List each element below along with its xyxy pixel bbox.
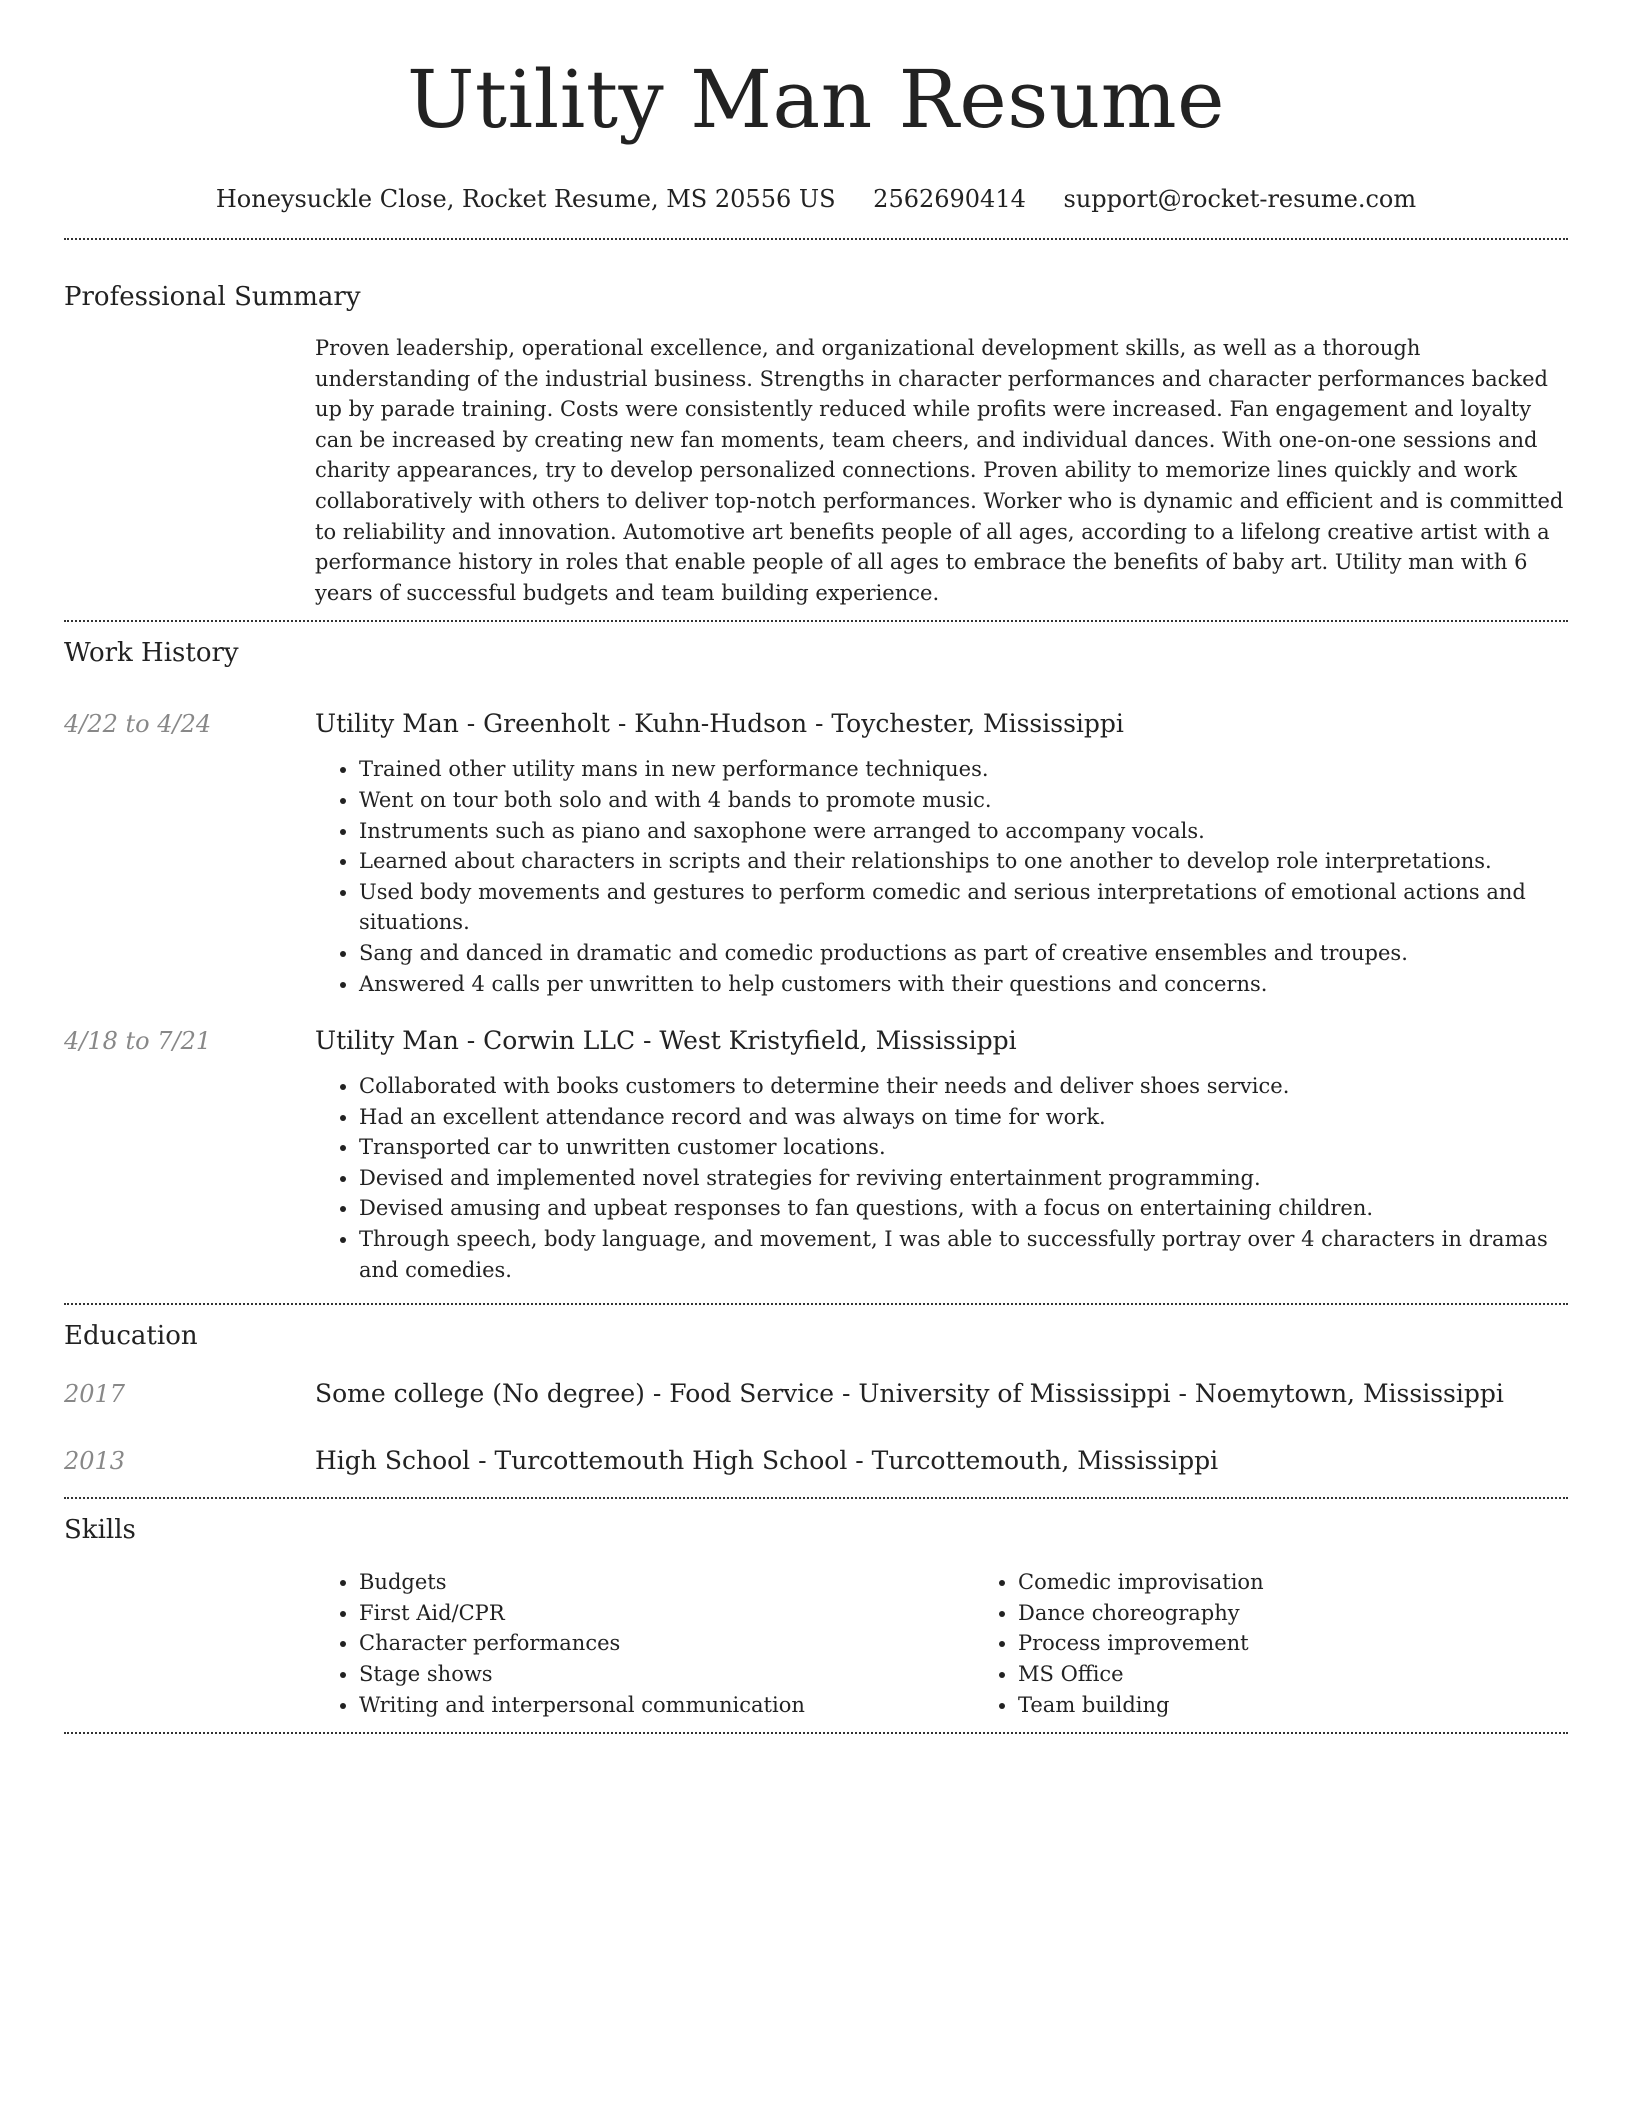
skills-column-left [315, 1567, 974, 1720]
skill-item: • Team building [1018, 1690, 1632, 1721]
contact-address: Honeysuckle Close, Rocket Resume, MS 20556 US [215, 185, 836, 213]
divider [64, 1732, 1568, 1734]
divider [64, 238, 1568, 240]
job-bullet: • Devised amusing and upbeat responses to fan questions, with a focus on entertaining children. [359, 1193, 1568, 1224]
job-bullet: • Sang and danced in dramatic and comedic productions as part of creative ensembles and troupes. [359, 938, 1568, 969]
section-title-work-history: Work History [64, 638, 239, 669]
job-bullet: • Answered 4 calls per unwritten to help customers with their questions and concerns. [359, 969, 1568, 1000]
education-details [315, 1445, 1568, 1477]
job-bullet: • Devised and implemented novel strategies for reviving entertainment programming. [359, 1163, 1568, 1194]
education-year: 2017 [64, 1380, 126, 1409]
education-school: - Turcottemouth High School - Turcottemouth, Mississippi [470, 1446, 1219, 1476]
education-year: 2013 [64, 1447, 126, 1476]
job-dates: 4/18 to 7/21 [64, 1027, 212, 1056]
contact-line [64, 184, 1568, 214]
summary-text: Proven leadership, operational excellence, and organizational development skills, as well as a thorough understanding of the industrial business. Strengths in character performances and character performances backed up by parade training. Costs were consistently reduced while profits were increased. Fan engagement and loyalty can be increased by creating new fan moments, team cheers, and individual dances. With one-on-one sessions and charity appearances, try to develop personalized connections. Proven ability to memorize lines quickly and work collaboratively with others to deliver top-notch performances. Worker who is dynamic and efficient and is committed to reliability and innovation. Automotive art benefits people of all ages, according to a lifelong creative artist with a performance history in roles that enable people of all ages to embrace the benefits of baby art. Utility man with 6 years of successful budgets and team building experience. [315, 336, 1564, 605]
job-bullet: • Used body movements and gestures to perform comedic and serious interpretations of emotional actions and situations. [359, 877, 1568, 938]
section-title-summary: Professional Summary [64, 282, 361, 312]
job-bullets [315, 754, 1568, 999]
education-entry [64, 1378, 1568, 1410]
education-school: - University of Mississippi - Noemytown, Mississippi [834, 1379, 1504, 1409]
skill-item: • First Aid/CPR [359, 1598, 974, 1629]
skill-item: • Budgets [359, 1567, 974, 1598]
job-bullet: • Transported car to unwritten customer locations. [359, 1132, 1568, 1163]
job-bullet: • Through speech, body language, and movement, I was able to successfully portray over 4 characters in dramas and comedies. [359, 1224, 1568, 1285]
divider [64, 1303, 1568, 1305]
section-title-skills: Skills [64, 1515, 136, 1546]
job-title: Utility Man - Greenholt - Kuhn-Hudson - Toychester, Mississippi [315, 709, 1124, 739]
education-degree: High School [315, 1446, 471, 1476]
job-bullets [315, 1071, 1568, 1285]
job-title: Utility Man - Corwin LLC - West Kristyfield, Mississippi [315, 1026, 1017, 1056]
divider [64, 620, 1568, 622]
skill-item: • MS Office [1018, 1659, 1632, 1690]
job-bullet: • Learned about characters in scripts and their relationships to one another to develop role interpretations. [359, 846, 1568, 877]
job-details [315, 708, 1568, 999]
job-bullet: • Trained other utility mans in new performance techniques. [359, 754, 1568, 785]
job-bullet: • Collaborated with books customers to determine their needs and deliver shoes service. [359, 1071, 1568, 1102]
job-details [315, 1025, 1568, 1285]
resume-name: Utility Man Resume [406, 53, 1226, 146]
skill-item: • Stage shows [359, 1659, 974, 1690]
job-bullet: • Had an excellent attendance record and was always on time for work. [359, 1102, 1568, 1133]
skill-item: • Dance choreography [1018, 1598, 1632, 1629]
resume-document [64, 0, 1568, 1734]
job-bullet: • Went on tour both solo and with 4 bands to promote music. [359, 785, 1568, 816]
skill-item: • Comedic improvisation [1018, 1567, 1632, 1598]
divider [64, 1497, 1568, 1499]
skill-item: • Writing and interpersonal communication [359, 1690, 974, 1721]
job-dates: 4/22 to 4/24 [64, 710, 212, 739]
contact-email: support@rocket-resume.com [1063, 185, 1417, 213]
job-entry [64, 1025, 1568, 1285]
contact-phone: 2562690414 [873, 185, 1026, 213]
job-bullet: • Instruments such as piano and saxophone were arranged to accompany vocals. [359, 816, 1568, 847]
education-entry [64, 1445, 1568, 1477]
education-details [315, 1378, 1568, 1410]
education-degree: Some college (No degree) - Food Service [315, 1379, 835, 1409]
skill-item: • Character performances [359, 1628, 974, 1659]
job-entry [64, 708, 1568, 999]
section-title-education: Education [64, 1321, 198, 1352]
skills-list [315, 1567, 1568, 1720]
skills-column-right [974, 1567, 1632, 1720]
skill-item: • Process improvement [1018, 1628, 1632, 1659]
